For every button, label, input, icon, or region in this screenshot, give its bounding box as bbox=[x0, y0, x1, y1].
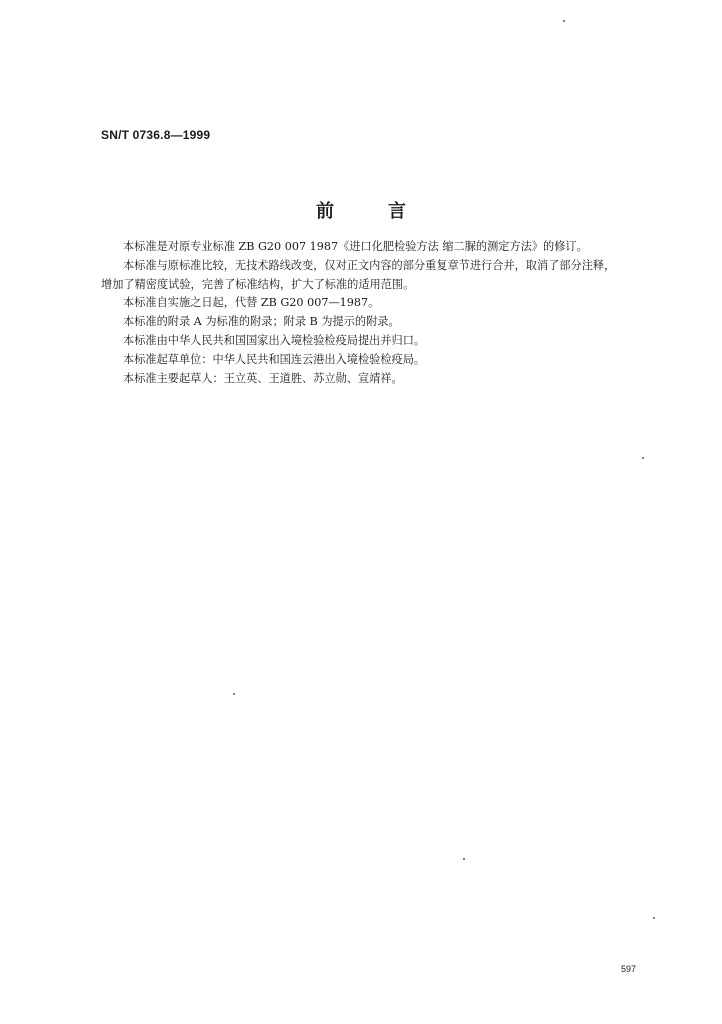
page-number: 597 bbox=[621, 964, 637, 974]
section-title bbox=[0, 197, 722, 223]
paragraph-comparison: 本标准与原标准比较，无技术路线改变，仅对正文内容的部分重复章节进行合并，取消了部分注释， bbox=[123, 258, 616, 272]
paragraph-supersedes: 本标准自实施之日起，代替 ZB G20 007—1987。 bbox=[123, 296, 380, 310]
section-title-char-2: 言 bbox=[388, 201, 406, 222]
scan-speck bbox=[653, 917, 655, 919]
scan-speck bbox=[563, 20, 565, 22]
scan-speck bbox=[463, 858, 465, 860]
paragraph-annexes: 本标准的附录 A 为标准的附录；附录 B 为提示的附录。 bbox=[123, 315, 400, 329]
section-title-char-1: 前 bbox=[316, 201, 334, 222]
paragraph-proposer: 本标准由中华人民共和国国家出入境检验检疫局提出并归口。 bbox=[123, 333, 426, 347]
standard-code: SN/T 0736.8—1999 bbox=[101, 128, 211, 142]
scan-speck bbox=[233, 693, 235, 695]
paragraph-drafting-unit: 本标准起草单位：中华人民共和国连云港出入境检验检疫局。 bbox=[123, 352, 426, 366]
paragraph-comparison-continued: 增加了精密度试验，完善了标准结构，扩大了标准的适用范围。 bbox=[101, 277, 415, 291]
foreword-body bbox=[101, 238, 667, 388]
scan-speck bbox=[642, 457, 644, 459]
paragraph-drafters: 本标准主要起草人：王立英、王道胜、苏立勋、宣靖祥。 bbox=[123, 371, 403, 385]
paragraph-revision: 本标准是对原专业标准 ZB G20 007 1987《进口化肥检验方法 缩二脲的测定方法》的修订。 bbox=[123, 240, 588, 253]
